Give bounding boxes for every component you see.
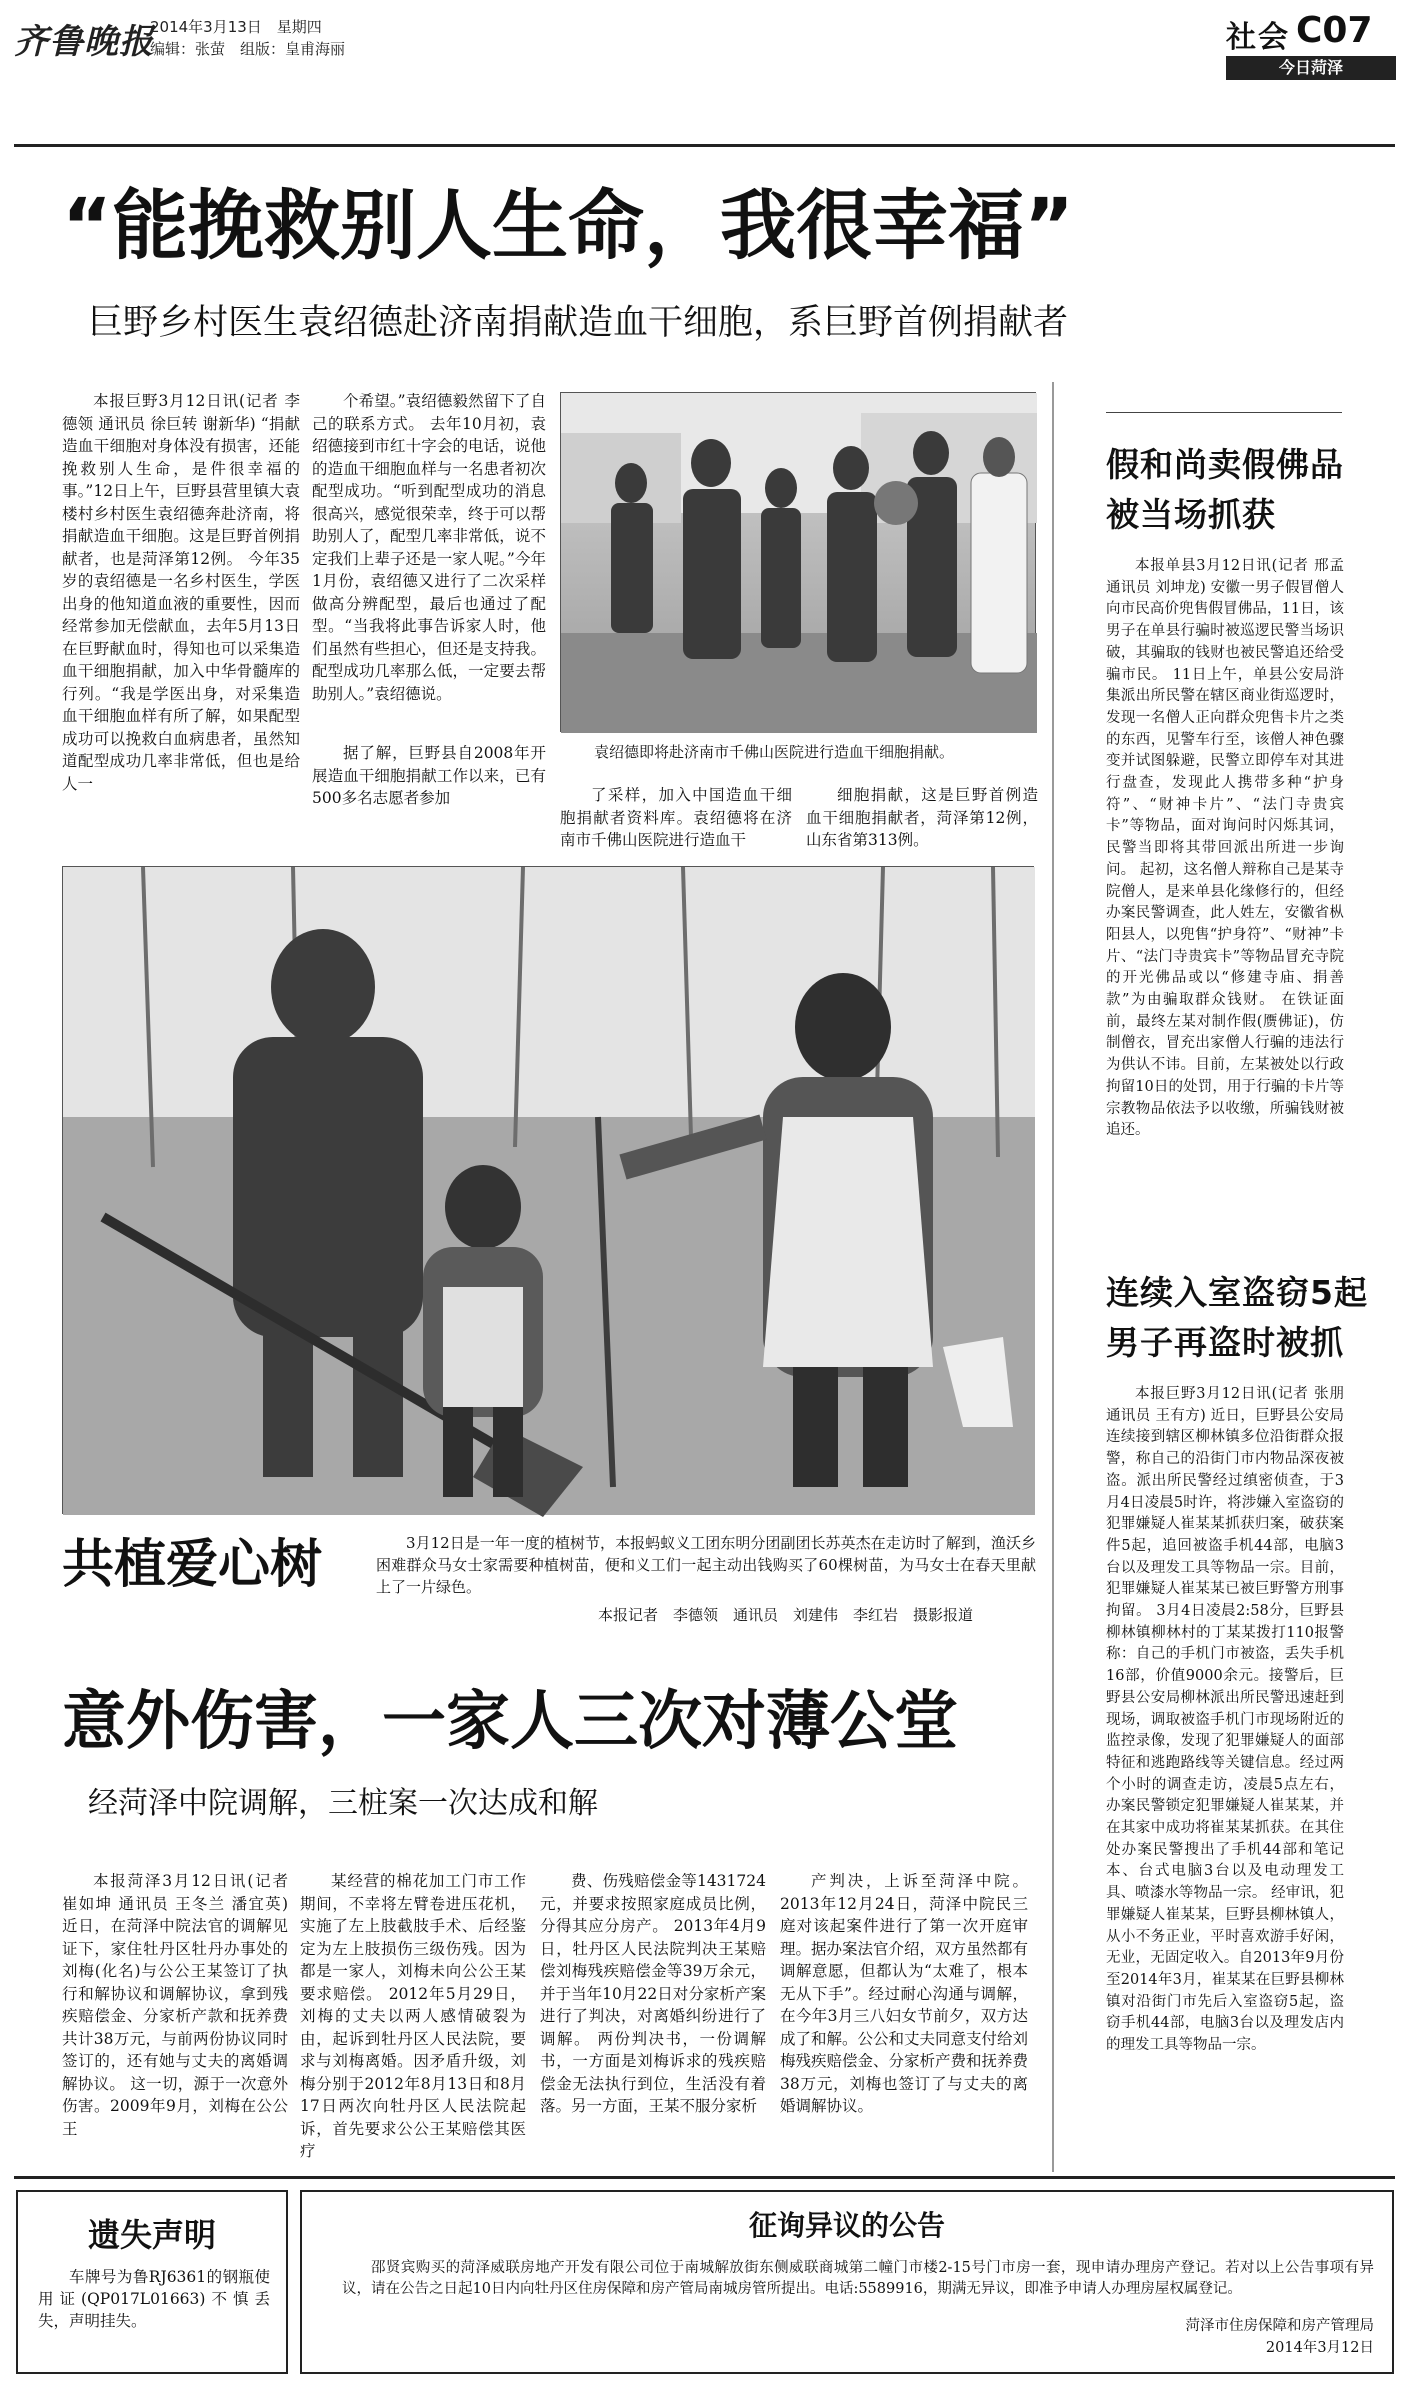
story1-column-2: 个希望。”袁绍德毅然留下了自己的联系方式。 去年10月初，袁绍德接到市红十字会的电话，说他的造血干细胞血样与一名患者初次配型成功。“听到配型成功的消息很高兴，感觉很荣幸，终于可以帮助别人了，配型几率非常低，说不定我们上辈子还是一家人呢。”今年1月份，袁绍德又进行了二次采样做高分辨配型，最后也通过了配型。“当我将此事告诉家人时，他们虽然有些担心，但还是支持我。配型成功几率那么低，一定要去帮助别人。”袁绍德说。 [312,392,546,703]
subsection-label: 今日菏泽 [1226,56,1396,80]
side1-headline-line2: 被当场抓获 [1106,495,1276,534]
page-number: C07 [1296,10,1373,51]
story2-headline: 意外伤害，一家人三次对薄公堂 [62,1685,958,1759]
story2-column-1: 本报菏泽3月12日讯(记者 崔如坤 通讯员 王冬兰 潘宜英) 近日，在菏泽中院法官的调解见证下，家住牡丹区牡丹办事处的刘梅(化名)与公公王某签订了执行和解协议和调解协议，拿到残疾赔偿金、分家析产款和抚养费共计38万元，与前两份协议同时签订的，还有她与丈夫的离婚调解协议。 这一切，源于一次意外伤害。2009年9月，刘梅在公公王 [62,1872,288,2138]
feature-text: 3月12日是一年一度的植树节，本报蚂蚁义工团东明分团副团长苏英杰在走访时了解到，渔沃乡困难群众马女士家需要种植树苗，便和义工们一起主动出钱购买了60棵树苗，为马女士在春天里献上了一片绿色。 [376,1534,1036,1596]
story1-column-3: 了采样，加入中国造血干细胞捐献者资料库。袁绍德将在济南市千佛山医院进行造血干 [560,786,792,849]
public-notice-box [300,2190,1394,2374]
editor-line: 编辑：张萤 组版：皇甫海丽 [150,40,346,58]
lost-notice-title: 遗失声明 [87,2216,216,2254]
header-rule [14,144,1395,147]
masthead-logo: 齐鲁晚报 [14,22,154,62]
public-notice-issuer: 菏泽市住房保障和房产管理局 [1185,2318,1374,2334]
story2-column-2: 某经营的棉花加工门市工作期间，不幸将左臂卷进压花机，实施了左上肢截肢手术、后经鉴定为左上肢损伤三级伤残。因为都是一家人，刘梅未向公公王某要求赔偿。 2012年5月29日，刘梅的丈夫以两人感情破裂为由，起诉到牡丹区人民法院，要求与刘梅离婚。因矛盾升级，刘梅分别于2012年8月13日和8月17日两次向牡丹区人民法院起诉，首先要求公公王某赔偿其医疗 [300,1872,526,2160]
sidebar-divider [1052,382,1054,2172]
story1-headline: “能挽救别人生命，我很幸福” [62,181,1074,270]
date-line: 2014年3月13日 星期四 [150,18,322,36]
public-notice-body: 邵贤宾购买的菏泽威联房地产开发有限公司位于南城解放街东侧威联商城第二幢门市楼2-15号门市房一套，现申请办理房产登记。若对以上公告事项有异议，请在公告之日起10日内向牡丹区住房保障和房产管局南城房管所提出。电话:5589916，期满无异议，即准予申请人办理房屋权属登记。 [342,2260,1374,2297]
donation-scene-illustration [561,393,1037,733]
tree-planting-illustration [63,867,1035,1515]
story2-subheadline: 经菏泽中院调解，三桩案一次达成和解 [88,1786,598,1821]
feature-title: 共植爱心树 [62,1535,323,1595]
lost-notice-box [16,2190,288,2374]
side2-headline-line1: 连续入室盗窃5起 [1106,1273,1368,1312]
side1-headline-line1: 假和尚卖假佛品 [1106,445,1344,484]
story1-column-4: 细胞捐献，这是巨野首例造血干细胞捐献者，菏泽第12例，山东省第313例。 [806,786,1038,849]
public-notice-date: 2014年3月12日 [1265,2340,1374,2356]
lost-notice-body: 车牌号为鲁RJ6361的钢瓶使用证(QP017L01663)不慎丢失，声明挂失。 [38,2268,270,2330]
side1-body: 本报单县3月12日讯(记者 邢孟 通讯员 刘坤龙) 安徽一男子假冒僧人向市民高价兜售假冒佛品，11日，该男子在单县行骗时被巡逻民警当场识破，其骗取的钱财也被民警追还给受骗市民。 11日上午，单县公安局浒集派出所民警在辖区商业街巡逻时，发现一名僧人正向群众兜售卡片之类的东西，见警车行至，该僧人神色骤变并试图躲避，民警立即停车对其进行盘查，发现此人携带多种“护身符”、“财神卡片”、“法门寺贵宾卡”等物品，面对询问时闪烁其词，民警当即将其带回派出所进一步询问。 起初，这名僧人辩称自己是某寺院僧人，是来单县化缘修行的，但经办案民警调查，此人姓左，安徽省枞阳县人，以兜售“护身符”、“财神”卡片、“法门寺贵宾卡”等物品冒充寺院的开光佛品或以“修建寺庙、捐善款”为由骗取群众钱财。 在铁证面前，最终左某对制作假(赝佛证)，仿制僧衣，冒充出家僧人行骗的违法行为供认不讳。目前，左某被处以行政拘留10日的处罚，用于行骗的卡片等宗教物品依法予以收缴，所骗钱财被追还。 [1106,558,1344,1139]
feature-credit: 本报记者 李德领 通讯员 刘建伟 李红岩 摄影报道 [598,1606,974,1624]
side2-body: 本报巨野3月12日讯(记者 张朋 通讯员 王有方) 近日，巨野县公安局连续接到辖区柳林镇多位沿街群众报警，称自己的沿街门市内物品深夜被盗。派出所民警经过缜密侦查，于3月4日凌晨5时许，将涉嫌入室盗窃的犯罪嫌疑人崔某某抓获归案，破获案件5起，追回被盗手机44部，电脑3台以及理发工具等物品一宗。目前，犯罪嫌疑人崔某某已被巨野警方刑事拘留。 3月4日凌晨2:58分，巨野县柳林镇柳林村的丁某某拨打110报警称：自己的手机门市被盗，丢失手机16部，价值9000余元。接警后，巨野县公安局柳林派出所民警迅速赶到现场，调取被盗手机门市现场附近的监控录像，发现了犯罪嫌疑人的面部特征和逃跑路线等关键信息。经过两个小时的调查走访，凌晨5点左右，办案民警锁定犯罪嫌疑人崔某某，并在其家中成功将崔某某抓获。在其住处办案民警搜出了手机44部和笔记本、台式电脑3台以及电动理发工具、喷漆水等物品一宗。 经审讯，犯罪嫌疑人崔某某，巨野县柳林镇人，从小不务正业，平时喜欢游手好闲，无业，无固定收入。自2013年9月份至2014年3月，崔某某在巨野县柳林镇对沿街门市先后入室盗窃5起，盗窃手机44部，电脑3台以及理发店内的理发工具等物品一宗。 [1106,1386,1344,2054]
story1-column-2b: 据了解，巨野县自2008年开展造血干细胞捐献工作以来，已有500多名志愿者参加 [312,744,546,807]
story2-column-3: 费、伤残赔偿金等1431724元，并要求按照家庭成员比例，分得其应分房产。 2013年4月9日，牡丹区人民法院判决王某赔偿刘梅残疾赔偿金等39万余元，并于当年10月22日对分家析产案进行了判决，对离婚纠纷进行了调解。 两份判决书，一份调解书，一方面是刘梅诉求的残疾赔偿金无法执行到位，生活没有着落。另一方面，王某不服分家析 [540,1872,766,2115]
story1-photo [560,392,1036,732]
public-notice-title: 征询异议的公告 [748,2209,945,2242]
tree-planting-photo [62,866,1034,1514]
story1-photo-caption: 袁绍德即将赴济南市千佛山医院进行造血干细胞捐献。 [594,743,955,761]
story1-column-1: 本报巨野3月12日讯(记者 李德领 通讯员 徐巨转 谢新华) “捐献造血干细胞对身体没有损害，还能挽救别人生命，是件很幸福的事。”12日上午，巨野县营里镇大袁楼村乡村医生袁绍德奔赴济南，将捐献造血干细胞。这是巨野首例捐献者，也是菏泽第12例。 今年35岁的袁绍德是一名乡村医生，学医出身的他知道血液的重要性，因而经常参加无偿献血，去年5月13日在巨野献血时，得知也可以采集造血干细胞捐献，加入中华骨髓库的行列。“我是学医出身，对采集造血干细胞血样有所了解，如果配型成功可以挽救白血病患者，虽然知道配型成功几率非常低，但也是给人一 [62,392,300,793]
notice-top-rule [14,2176,1395,2179]
section-name: 社会 [1226,20,1290,55]
story1-subheadline: 巨野乡村医生袁绍德赴济南捐献造血干细胞，系巨野首例捐献者 [88,303,1069,343]
story2-column-4: 产判决，上诉至菏泽中院。 2013年12月24日，菏泽中院民三庭对该起案件进行了第一次开庭审理。据办案法官介绍，双方虽然都有调解意愿，但都认为“太难了，根本无从下手”。经过耐心沟通与调解，在今年3月三八妇女节前夕，双方达成了和解。公公和丈夫同意支付给刘梅残疾赔偿金、分家析产费和抚养费38万元，刘梅也签订了与丈夫的离婚调解协议。 [780,1872,1029,2115]
sidebar-top-rule [1106,412,1342,413]
side2-headline-line2: 男子再盗时被抓 [1106,1323,1344,1362]
